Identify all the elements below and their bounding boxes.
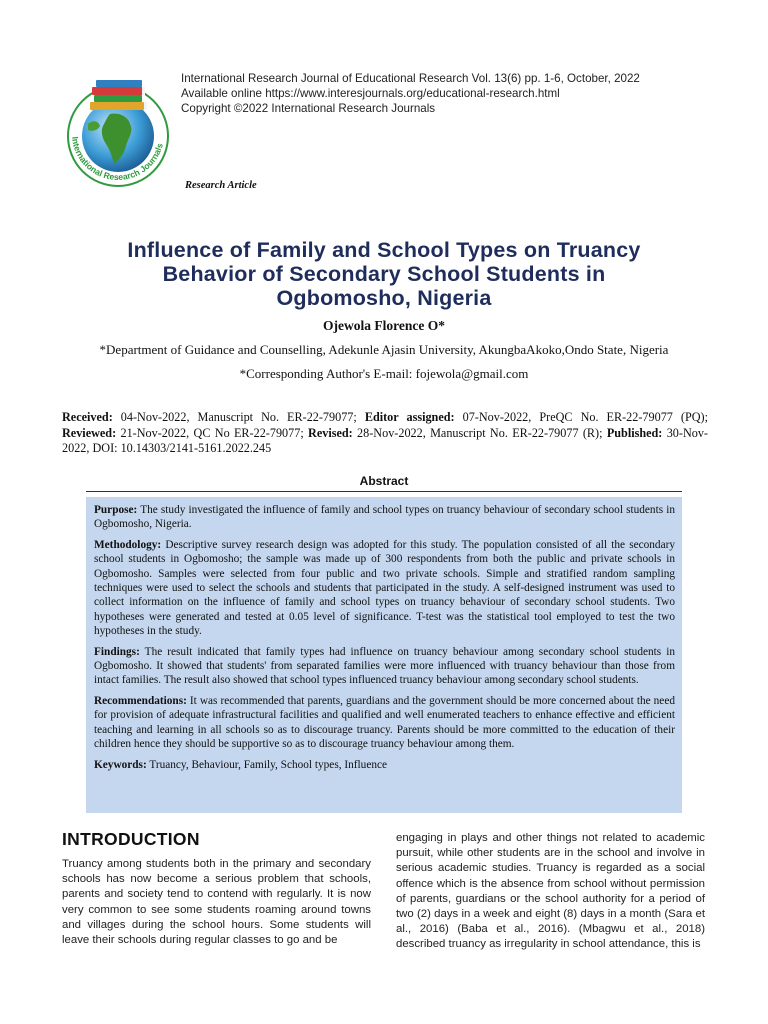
abstract-methodology: Methodology: Descriptive survey research design was adopted for this study. The population consisted of all the secondary school students in Ogbomosho; the sample was made up of 300 respondents from both the public and private schools in Ogbomosho. Samples were selected from four public and two private schools. Simple and stratified random sampling techniques were used to select the schools and students that participated in the study. A self-designed instrument was used to collect information on the influence of family and school types on truancy behaviour of secondary school students. Two hypotheses were generated and tested at 0.05 level of significance. T-test was the statistical tool employed to test the two hypotheses in the study. (94, 538, 675, 638)
author-name: Ojewola Florence O* (323, 318, 445, 333)
article-type: Research Article (185, 180, 257, 191)
journal-logo (58, 72, 178, 197)
introduction-right-column: engaging in plays and other things not related to academic pursuit, while other students are in the school and involve in serious academic studies. Truancy is regarded as a social offence which is the absence from school without permission of parents, guardians or the school authority for a period of two (2) days in a week and eight (8) days in a month (Sara et al., 2016) (Baba et al., 2016). (Mbagwu et al., 2018) described truancy as irregularity in school attendance, this is (396, 832, 705, 951)
logo-ring-text: International Research Journals (70, 136, 165, 183)
abstract-recommendations: Recommendations: It was recommended that parents, guardians and the government should be more concerned about the need for provision of adequate infrastructural facilities and qualified and well enumerated teachers to enhance effective and efficient teaching and learning in all schools so as to discourage truancy. Parents should be more committed to the education of their children hence they should be supportive so as to discourage truancy behaviour among them. (94, 694, 675, 751)
copyright-line: Copyright ©2022 International Research Journals (181, 102, 436, 115)
title-line: Behavior of Secondary School Students in (162, 262, 606, 286)
journal-header (181, 71, 741, 116)
reviewed-label: Reviewed: (62, 425, 117, 440)
abstract-box (86, 497, 682, 813)
abstract-findings: Findings: The result indicated that family types had influence on truancy behaviour among secondary school students in Ogbomosho. It showed that students' from separated families were more influenced with truancy behaviour than those from intact families. The result also showed that school types influenced truancy behaviour among secondary school students. (94, 645, 675, 687)
published-label: Published: (606, 425, 663, 440)
title-line: Influence of Family and School Types on Truancy (127, 238, 641, 262)
editor-assigned-label: Editor assigned: (364, 410, 455, 424)
author-affiliation: *Department of Guidance and Counselling, Adekunle Ajasin University, AkungbaAkoko,Ondo State, Nigeria (99, 342, 669, 357)
received-label: Received: (62, 410, 113, 424)
abstract-purpose: Purpose: The study investigated the influence of family and school types on truancy behaviour of secondary school students in Ogbomosho, Nigeria. (94, 504, 675, 531)
abstract-divider (86, 491, 682, 492)
title-line: Ogbomosho, Nigeria (276, 286, 492, 310)
journal-citation: International Research Journal of Educational Research Vol. 13(6) pp. 1-6, October, 2022 (181, 72, 640, 85)
abstract-keywords: Keywords: Truancy, Behaviour, Family, School types, Influence (94, 758, 388, 771)
books-icon (90, 80, 147, 110)
abstract-heading: Abstract (359, 474, 409, 488)
introduction-heading: INTRODUCTION (62, 829, 200, 849)
manuscript-dates: Received: 04-Nov-2022, Manuscript No. ER-22-79077; Editor assigned: 07-Nov-2022, PreQC No. ER-22-79077 (PQ); Reviewed: 21-Nov-2022, QC No ER-22-79077; Revised: 28-Nov-2022, Manuscript No. ER-22-79077 (R); Published: 30-Nov-2022, DOI: 10.14303/2141-5161.2022.245 (62, 410, 708, 455)
corresponding-email: *Corresponding Author's E-mail: fojewola@gmail.com (239, 366, 529, 381)
journal-url-line: Available online https://www.interesjournals.org/educational-research.html (181, 87, 560, 100)
paper-title (60, 238, 708, 310)
revised-label: Revised: (308, 425, 353, 440)
introduction-left-column: Truancy among students both in the primary and secondary schools has now become a serious problem that schools, parents and society tend to contend with regularly. It is now very common to see some students roaming around towns and villages during the school hours. Some students will leave their schools during regular classes to go and be (62, 858, 371, 947)
